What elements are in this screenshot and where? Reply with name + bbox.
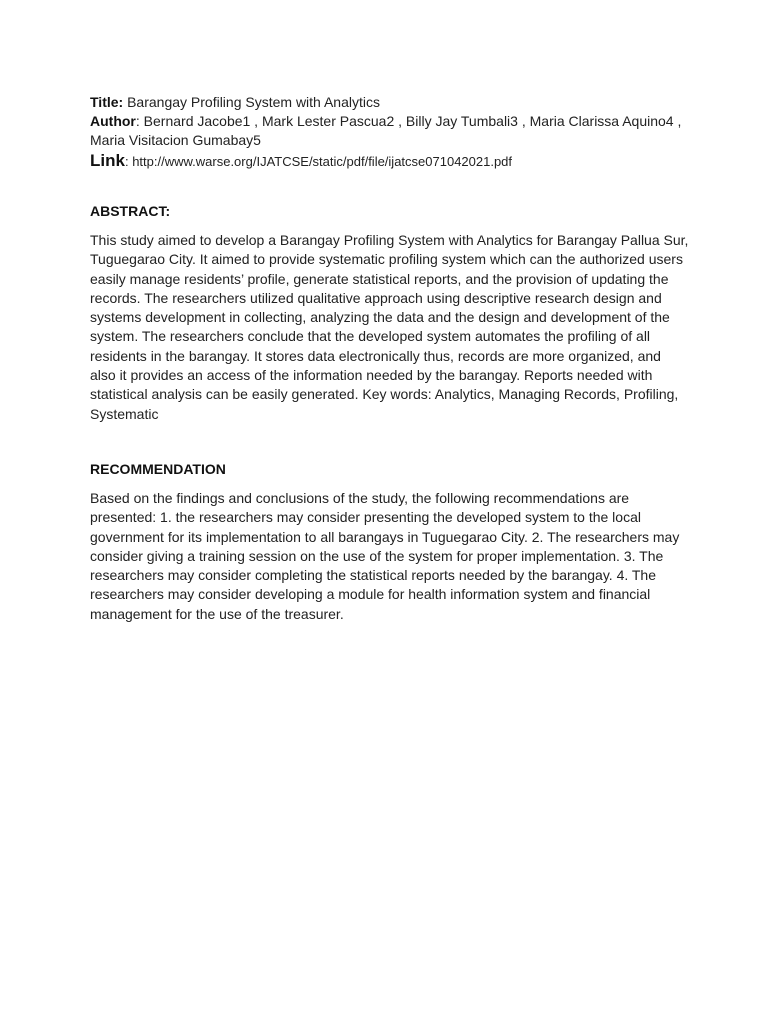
abstract-text: This study aimed to develop a Barangay Profiling System with Analytics for Barangay Pallua Sur, Tuguegarao City. It aimed to provide systematic profiling system which can the authorized users easily manage residents’ profile, generate statistical reports, and the provision of updating the records. The researchers utilized qualitative approach using descriptive research design and systems development in collecting, analyzing the data and the design and development of the system. The researchers conclude that the developed system automates the profiling of all residents in the barangay. It stores data electronically thus, records are more organized, and also it provides an access of the information needed by the barangay. Reports needed with statistical analysis can be easily generated. Key words: Analytics, Managing Records, Profiling, Systematic: [90, 232, 689, 422]
link-line: [90, 150, 690, 173]
document-page: [90, 93, 690, 624]
author-list: : Bernard Jacobe1 , Mark Lester Pascua2 , Billy Jay Tumbali3 , Maria Clarissa Aquino4 , Maria Visitacion Gumabay5: [90, 113, 682, 148]
author-line: [90, 112, 690, 150]
link-label: Link: [90, 151, 125, 170]
recommendation-heading: RECOMMENDATION: [90, 460, 226, 477]
author-label: Author: [90, 113, 136, 129]
title-label: Title:: [90, 94, 124, 110]
recommendation-text: Based on the findings and conclusions of the study, the following recommendations are presented: 1. the researchers may consider presenting the developed system to the local government for its implementation to all barangays in Tuguegarao City. 2. The researchers may consider giving a training session on the use of the system for proper implementation. 3. The researchers may consider completing the statistical reports needed by the barangay. 4. The researchers may consider developing a module for health information system and financial management for the use of the treasurer.: [90, 489, 680, 622]
link-separator: :: [124, 154, 133, 169]
title-line: [90, 93, 690, 112]
paper-title: Barangay Profiling System with Analytics: [127, 94, 380, 110]
abstract-heading: ABSTRACT:: [90, 203, 171, 219]
paper-link[interactable]: http://www.warse.org/IJATCSE/static/pdf/file/ijatcse071042021.pdf: [132, 154, 513, 169]
